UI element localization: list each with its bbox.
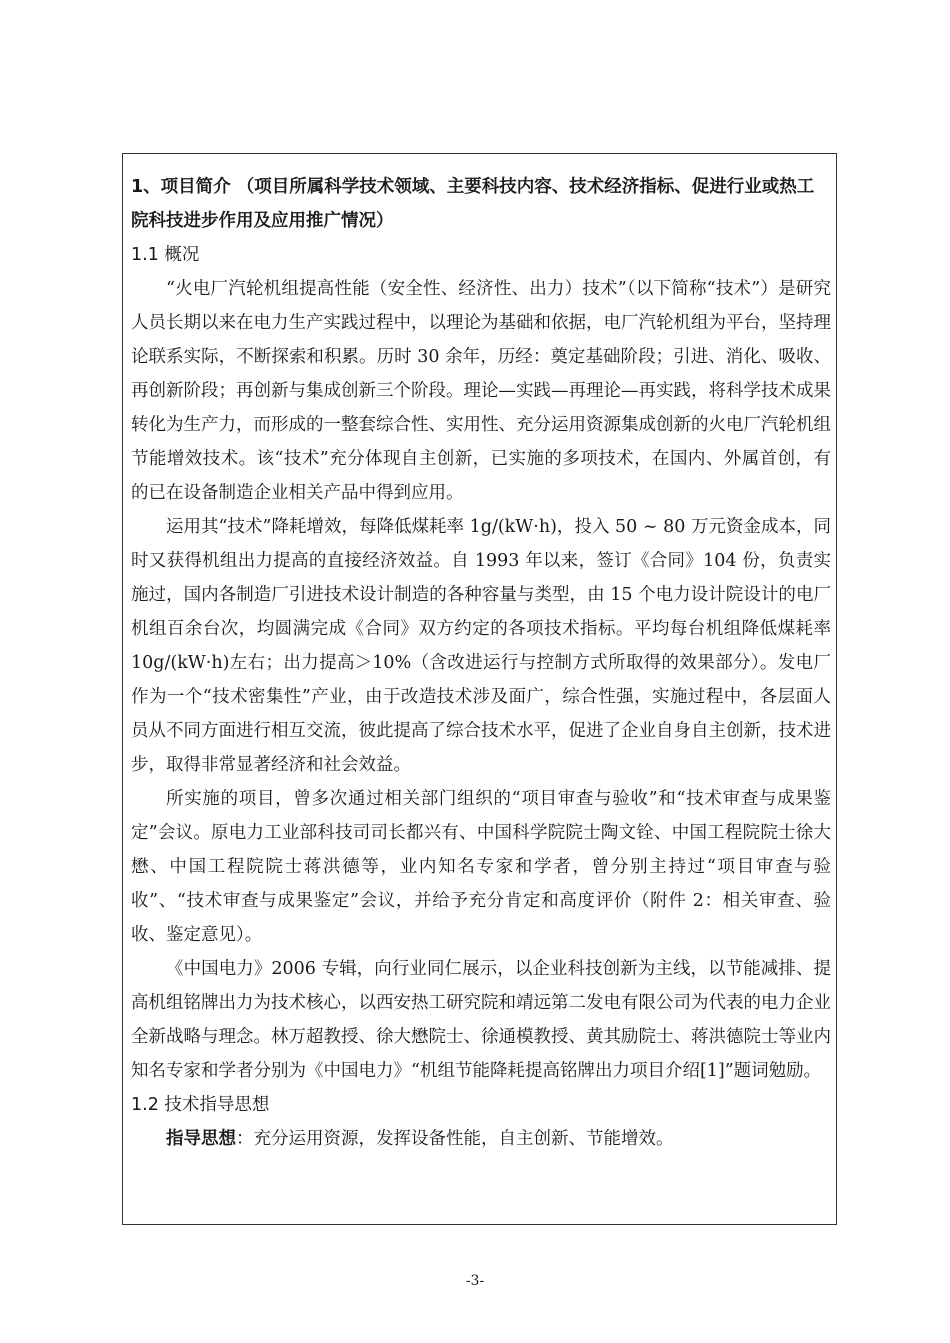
guiding-idea-label: 指导思想 [166,1129,236,1149]
guiding-idea [131,1122,831,1156]
subsection-title-1-1: 1.1 概况 [131,245,200,265]
paragraph-reviews: 所实施的项目，曾多次通过相关部门组织的“项目审查与验收”和“技术审查与成果鉴定”会议。原电力工业部科技司司长都兴有、中国科学院院士陶文铨、中国工程院院士徐大懋、中国工程院院士蒋洪德等，业内知名专家和学者，曾分别主持过“项目审查与验收”、“技术审查与成果鉴定”会议，并给予充分肯定和高度评价（附件 2：相关审查、验收、鉴定意见）。 [131,789,831,945]
subsection-title-1-2: 1.2 技术指导思想 [131,1095,270,1115]
guiding-idea-text: ：充分运用资源，发挥设备性能，自主创新、节能增效。 [236,1129,674,1149]
paragraph-overview: “火电厂汽轮机组提高性能（安全性、经济性、出力）技术”（以下简称“技术”）是研究人员长期以来在电力生产实践过程中，以理论为基础和依据，电厂汽轮机组为平台，坚持理论联系实际，不断探索和积累。历时 30 余年，历经：奠定基础阶段；引进、消化、吸收、再创新阶段；再创新与集成创新三个阶段。理论—实践—再理论—再实践，将科学技术成果转化为生产力，而形成的一整套综合性、实用性、充分运用资源集成创新的火电厂汽轮机组节能增效技术。该“技术”充分体现自主创新，已实施的多项技术，在国内、外属首创，有的已在设备制造企业相关产品中得到应用。 [131,279,831,503]
page-number: -3- [465,1273,485,1289]
paragraph-publication: 《中国电力》2006 专辑，向行业同仁展示，以企业科技创新为主线，以节能减排、提高机组铭牌出力为技术核心，以西安热工研究院和靖远第二发电有限公司为代表的电力企业全新战略与理念。林万超教授、徐大懋院士、徐通模教授、黄其励院士、蒋洪德院士等业内知名专家和学者分别为《中国电力》“机组节能降耗提高铭牌出力项目介绍[1]”题词勉励。 [131,959,831,1081]
paragraph-benefits: 运用其“技术”降耗增效，每降低煤耗率 1g/(kW·h)，投入 50 ~ 80 万元资金成本，同时又获得机组出力提高的直接经济效益。自 1993 年以来，签订《合同》104 份，负责实施过，国内各制造厂引进技术设计制造的各种容量与类型，由 15 个电力设计院设计的电厂机组百余台次，均圆满完成《合同》双方约定的各项技术指标。平均每台机组降低煤耗率 10g/(kW·h)左右；出力提高＞10%（含改进运行与控制方式所取得的效果部分）。发电厂作为一个“技术密集性”产业，由于改造技术涉及面广，综合性强，实施过程中，各层面人员从不同方面进行相互交流，彼此提高了综合技术水平，促进了企业自身自主创新，技术进步，取得非常显著经济和社会效益。 [131,517,831,775]
section-heading: 1、项目简介 （项目所属科学技术领域、主要科技内容、技术经济指标、促进行业或热工院科技进步作用及应用推广情况） [131,177,815,231]
document-body [131,170,831,1156]
